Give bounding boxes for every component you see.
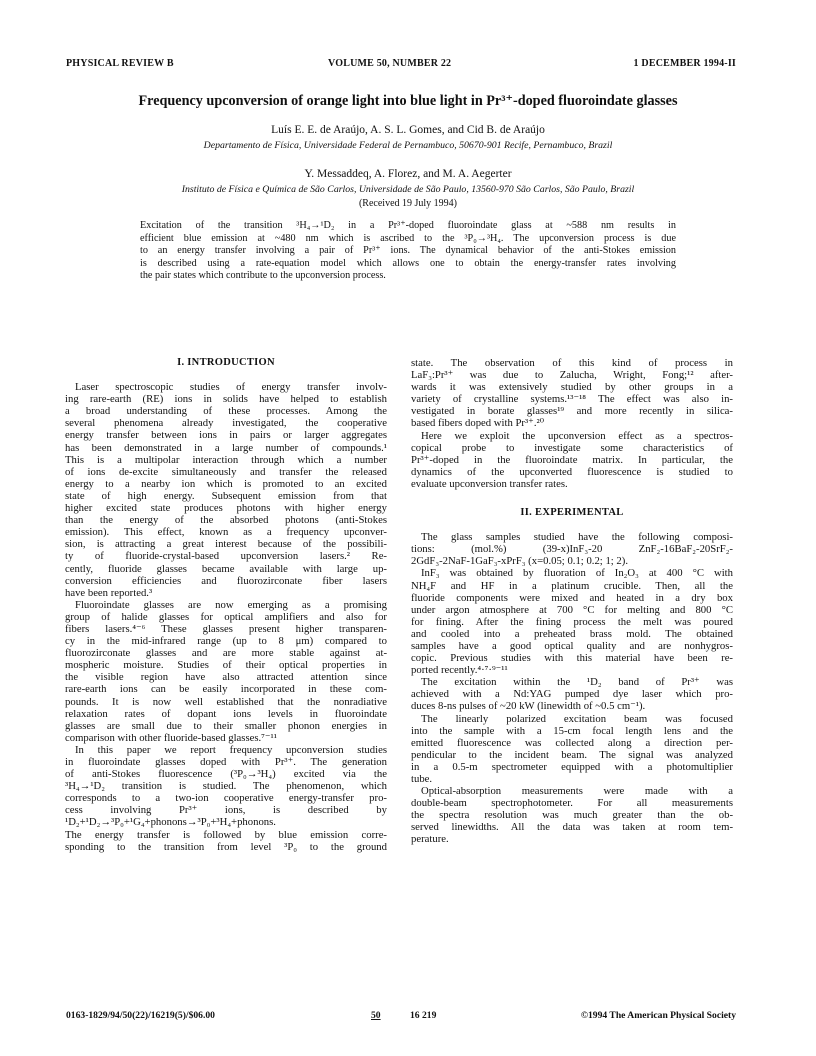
text-line: sponding to the transition from level ³P₀ to the ground (65, 840, 387, 853)
text-line: The glass samples studied have the following composi- (421, 531, 733, 544)
text-line: Laser spectroscopic studies of energy transfer involv- (75, 381, 387, 394)
text-line: Fluoroindate glasses are now emerging as a promising (75, 598, 387, 611)
text-line: emission). This effect, known as a frequency upconver- (65, 526, 387, 539)
text-line: evaluate upconversion transfer rates. (411, 477, 568, 490)
text-line: for fining. After the fining process the melt was poured (411, 615, 733, 628)
footer-volume: 50 (371, 1010, 381, 1021)
volume-number: VOLUME 50, NUMBER 22 (328, 58, 452, 69)
author-list-1: Luís E. E. de Araújo, A. S. L. Gomes, and Cid B. de Araújo (271, 124, 545, 136)
text-line: InF₃ was obtained by fluoration of In₂O₃ at 400 °C with (421, 567, 733, 580)
text-line: variety of crystalline systems.¹³⁻¹⁸ The effect was also in- (411, 393, 733, 406)
text-line: ³H₄→¹D₂ transition is studied. The phenomenon, which (65, 780, 387, 793)
text-line: served linewidths. All the data was taken at room tem- (411, 821, 733, 834)
text-line: the spectra resolution was much greater than the ob- (411, 809, 733, 822)
text-line: glasses are small due to their smaller phonon energies in (65, 719, 387, 732)
introduction-continued (411, 357, 733, 490)
text-line: into the sample with a 15-cm focal length lens and the (411, 724, 733, 737)
text-line: tube. (411, 773, 433, 785)
text-line: dynamics of the upconverted fluorescence is studied to (411, 465, 733, 478)
text-line: emitted fluorescence was collected along a direction per- (411, 736, 733, 749)
text-line: The energy transfer is followed by blue emission corre- (65, 828, 387, 841)
paper-title: Frequency upconversion of orange light into blue light in Pr³⁺-doped fluoroindate glasses (138, 93, 678, 109)
text-line: in a 0.5-m spectrometer equipped with a photomultiplier (411, 760, 733, 773)
text-line: has been demonstrated in a large number of compounds.¹ (65, 441, 387, 454)
text-line: duces 8-ns pulses of ~20 kW (linewidth of ~0.5 cm⁻¹). (411, 700, 646, 713)
running-header (66, 58, 736, 72)
affiliation-1: Departamento de Física, Universidade Federal de Pernambuco, 50670-901 Recife, Pernambuco, Brazil (203, 140, 613, 151)
right-column (411, 357, 733, 846)
text-line: under argon atmosphere at 700 °C for melting and 800 °C (411, 603, 733, 616)
text-line: rare-earth ions can be easily incorporated in these com- (65, 683, 387, 696)
text-line: samples have a good optical quality and are nonhygros- (411, 639, 733, 652)
text-line: ¹D₂+¹D₂→³P₀+¹G₄+phonons→³P₀+³H₄+phonons. (65, 816, 276, 829)
text-line: ty of fluoride-crystal-based upconversion lasers.² Re- (65, 550, 387, 563)
text-line: comparison with other fluoride-based glasses.⁷⁻¹¹ (65, 731, 277, 744)
text-line: in fluoroindate glasses doped with Pr³⁺. The generation (65, 756, 387, 768)
text-line: pendicular to the incident beam. The signal was analyzed (411, 748, 733, 761)
text-line: relaxation rates of dopant ions levels in fluoroindate (65, 707, 387, 720)
text-line: perature. (411, 833, 449, 846)
text-line: fluoride components were mixed and heated in a dry box (411, 591, 733, 604)
text-line: corresponds to a two-ion cooperative energy-transfer pro- (65, 792, 387, 805)
text-line: of ions de-excite simultaneously and transfer the released (65, 465, 387, 478)
text-line: and cooled into a preheated brass mold. The obtained (411, 627, 733, 640)
text-line: group of halide glasses for optical amplifiers and also for (65, 610, 387, 623)
text-line: state of high energy. Subsequent emission from that (65, 489, 387, 502)
text-line: cess involving Pr³⁺ ions, is described by (65, 804, 387, 817)
text-line: state. The observation of this kind of process in (411, 357, 733, 369)
text-line: based fibers doped with Pr³⁺.²⁰ (411, 417, 544, 430)
text-line: energy transfer between ions in pairs or larger aggregates (65, 429, 387, 442)
journal-name: PHYSICAL REVIEW B (66, 58, 174, 69)
text-line: the visible region have also attracted attention since (65, 671, 387, 684)
text-line: the pair states which contribute to the upconversion process. (140, 270, 386, 282)
text-line: higher excited state produces photons with higher energy (65, 502, 387, 515)
text-line: In this paper we report frequency upconversion studies (75, 743, 387, 756)
section-heading-experimental: II. EXPERIMENTAL (520, 507, 624, 519)
abstract (140, 220, 676, 283)
received-date: (Received 19 July 1994) (358, 198, 458, 209)
text-line: Excitation of the transition ³H₄→¹D₂ in a Pr³⁺-doped fluoroindate glass at ~588 nm results in (140, 220, 676, 231)
text-line: Pr³⁺-doped in the fluoroindate matrix. In particular, the (411, 453, 733, 466)
introduction-body (65, 381, 387, 853)
text-line: cy in the mid-infrared range (up to 8 μm) compared to (65, 635, 387, 648)
text-line: sion, is attracting a great interest because of the possibili- (65, 538, 387, 551)
page-footer (66, 1010, 736, 1024)
text-line: mospheric moisture. Studies of their optical properties in (65, 659, 387, 672)
text-line: several phenomena already investigated, the cooperative (65, 417, 387, 430)
text-line: is described using a rate-equation model which allows one to obtain the energy-transfer rates involving (140, 257, 676, 269)
issue-date: 1 DECEMBER 1994-II (633, 58, 736, 69)
text-line: wards it was extensively studied by other groups in a (411, 381, 733, 394)
text-line: to an energy transfer involving a pair of Pr³⁺ ions. The dynamical behavior of the anti-Stokes emission (140, 245, 676, 257)
text-line: This is a multipolar interaction through which a number (65, 453, 387, 466)
text-line: vestigated in borate glasses¹⁹ and more recently in silica- (411, 405, 733, 418)
text-line: tions: (mol.%) (39-x)InF₃-20 ZnF₂-16BaF₂-20SrF₂- (411, 543, 733, 556)
section-heading-introduction: I. INTRODUCTION (177, 357, 275, 368)
text-line: LaF₃:Pr³⁺ was due to Zalucha, Wright, Fong;¹² after- (411, 369, 733, 382)
text-line: energy to a nearby ion which is promoted to an excited (65, 477, 387, 490)
text-line: efficient blue emission at ~480 nm which is ascribed to the ³P₀→³H₄. The upconversion process is due (140, 232, 676, 244)
article-code: 0163-1829/94/50(22)/16219(5)/$06.00 (66, 1010, 215, 1021)
text-line: conversion efficiencies and fluorozirconate fiber lasers (65, 574, 387, 587)
text-line: fibers lasers.⁴⁻⁶ These glasses present higher transparen- (65, 622, 387, 635)
text-line: double-beam spectrophotometer. For all measurements (411, 797, 733, 810)
text-line: cently, fluoride glasses became available with large up- (65, 562, 387, 575)
text-line: ing rare-earth (RE) ions in solids have helped to establish (65, 393, 387, 406)
text-line: of anti-Stokes fluorescence (³P₀→³H₄) excited via the (65, 768, 387, 781)
text-line: than the energy of the absorbed photons (anti-Stokes (65, 514, 387, 527)
text-line: Optical-absorption measurements were made with a (421, 785, 733, 798)
text-line: 2GdF₃-2NaF-1GaF₃-xPrF₃ (x=0.05; 0.1; 0.2; 1; 2). (411, 555, 629, 568)
text-line: copic. Previous studies with this material have been re- (411, 652, 733, 665)
text-line: a broad understanding of these processes. Among the (65, 405, 387, 418)
copyright: ©1994 The American Physical Society (580, 1010, 736, 1021)
left-column (65, 357, 387, 853)
text-line: copical probe to investigate some characteristics of (411, 441, 733, 454)
text-line: ported recently.⁴·⁷·⁹⁻¹¹ (411, 664, 508, 677)
text-line: have been reported.³ (65, 586, 153, 599)
text-line: pounds. It is now well established that the nonradiative (65, 695, 387, 708)
author-list-2: Y. Messaddeq, A. Florez, and M. A. Aegerter (304, 168, 512, 180)
page-number: 16 219 (410, 1010, 437, 1021)
affiliation-2: Instituto de Física e Química de São Carlos, Universidade de São Paulo, 13560-970 São Carlos, São Paulo, Brazil (181, 184, 635, 195)
text-line: fluorozirconate glasses and are more stable against at- (65, 647, 387, 660)
experimental-body (411, 531, 733, 845)
text-line: NH₄F and HF in a platinum crucible. Then, all the (411, 579, 733, 592)
text-line: achieved with a Nd:YAG pumped dye laser which pro- (411, 688, 733, 701)
text-line: The excitation within the ¹D₂ band of Pr³⁺ was (421, 676, 733, 689)
text-line: The linearly polarized excitation beam was focused (421, 712, 733, 725)
text-line: Here we exploit the upconversion effect as a spectros- (421, 429, 733, 442)
